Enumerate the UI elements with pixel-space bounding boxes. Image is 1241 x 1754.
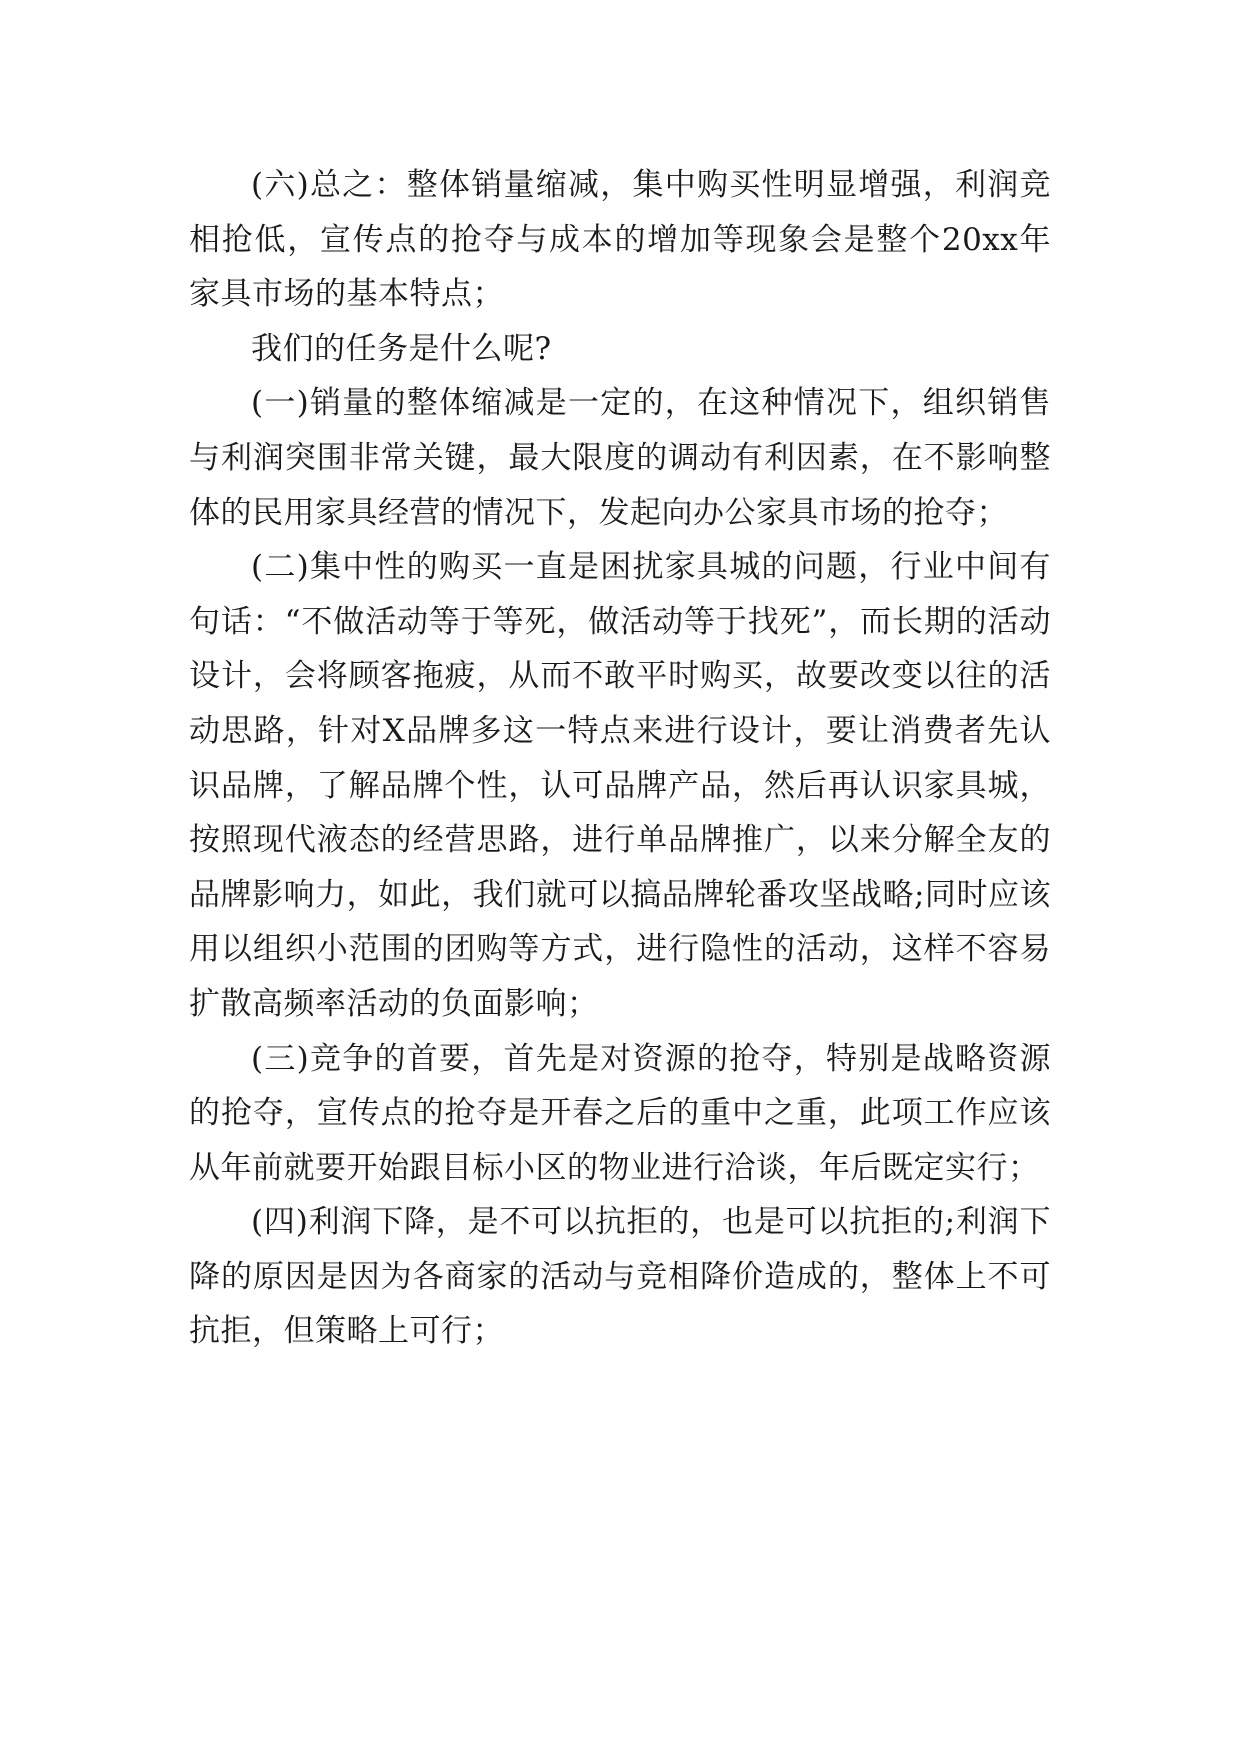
paragraph-task-three: (三)竞争的首要，首先是对资源的抢夺，特别是战略资源的抢夺，宣传点的抢夺是开春之后的重中之重，此项工作应该从年前就要开始跟目标小区的物业进行洽谈，年后既定实行； xyxy=(189,1040,1051,1186)
paragraph-summary: (六)总之：整体销量缩减，集中购买性明显增强，利润竞相抢低，宣传点的抢夺与成本的增加等现象会是整个20xx年家具市场的基本特点； xyxy=(189,167,1051,313)
document-body xyxy=(189,158,1051,1359)
paragraph-task-one: (一)销量的整体缩减是一定的，在这种情况下，组织销售与利润突围非常关键，最大限度的调动有利因素，在不影响整体的民用家具经营的情况下，发起向办公家具市场的抢夺； xyxy=(189,385,1051,531)
paragraph-question: 我们的任务是什么呢? xyxy=(251,330,552,367)
paragraph-task-four: (四)利润下降，是不可以抗拒的，也是可以抗拒的;利润下降的原因是因为各商家的活动与竞相降价造成的，整体上不可抗拒，但策略上可行； xyxy=(189,1204,1051,1350)
paragraph-task-two: (二)集中性的购买一直是困扰家具城的问题，行业中间有句话：“不做活动等于等死，做活动等于找死”，而长期的活动设计，会将顾客拖疲，从而不敢平时购买，故要改变以往的活动思路，针对X品牌多这一特点来进行设计，要让消费者先认识品牌，了解品牌个性，认可品牌产品，然后再认识家具城，按照现代液态的经营思路，进行单品牌推广，以来分解全友的品牌影响力，如此，我们就可以搞品牌轮番攻坚战略;同时应该用以组织小范围的团购等方式，进行隐性的活动，这样不容易扩散高频率活动的负面影响； xyxy=(189,549,1051,1022)
